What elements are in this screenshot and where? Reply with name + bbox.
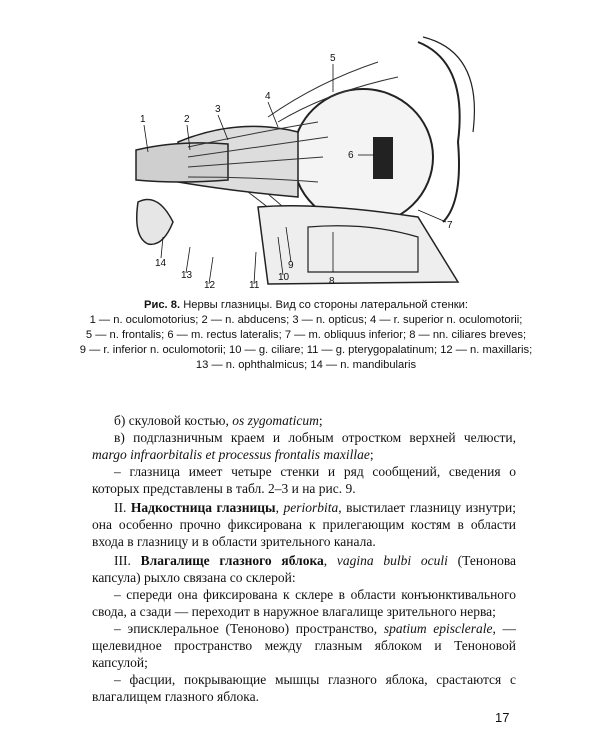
text-run: II. (114, 500, 131, 515)
text-run: ; (318, 413, 323, 428)
caption-line: 5 — n. frontalis; 6 — m. rectus lateralis; 7 — m. obliquus inferior; 8 — nn. ciliares breves; (85, 329, 527, 341)
paragraph: – глазница имеет четыре стенки и ряд сообщений, сведения о которых представлены в табл. 2–3 и на рис. 9. (92, 464, 516, 496)
text-run: ; (369, 447, 374, 462)
orbit-nerves-illustration (118, 22, 490, 290)
paragraph (92, 412, 516, 429)
paragraph (92, 620, 516, 671)
text-run: III. (114, 553, 141, 568)
section-term: Надкостница глазницы (130, 500, 276, 515)
text-run: в) подглазничным краем и лобным отростком верхней челюсти, (114, 430, 516, 445)
text-run: , (275, 500, 284, 515)
fig-label-6: 6 (348, 150, 354, 161)
caption-line: 13 — n. ophthalmicus; 14 — n. mandibularis (195, 359, 417, 371)
latin-term: spatium episclerale (383, 621, 493, 636)
latin-term: margo infraorbitalis et processus frontalis maxillae (92, 447, 370, 462)
fig-label-12: 12 (204, 280, 216, 290)
fig-label-10: 10 (278, 272, 290, 283)
page-number: 17 (495, 710, 510, 725)
fig-label-11: 11 (249, 280, 260, 290)
caption-line: 9 — r. inferior n. oculomotorii; 10 — g. ciliare; 11 — g. pterygopalatinum; 12 — n. maxillaris; (79, 344, 533, 356)
fig-label-1: 1 (140, 114, 146, 125)
fig-label-7: 7 (447, 220, 453, 231)
figure-caption (60, 298, 552, 373)
caption-prefix: Рис. 8. (143, 299, 181, 311)
fig-label-13: 13 (181, 270, 193, 281)
text-run: , выстилает глазницу изнутри; она особенно прочно фиксирована к прилегающим костям в области входа в глазницу и в области зрительного канала. (92, 500, 516, 549)
fig-label-9: 9 (288, 260, 294, 271)
paragraph (92, 552, 516, 586)
latin-term: os zygomaticum (232, 413, 319, 428)
caption-line: 1 — n. oculomotorius; 2 — n. abducens; 3 — n. opticus; 4 — r. superior n. oculomotorii; (89, 314, 523, 326)
text-run: , — щелевидное пространство между глазным яблоком и Теноновой капсулой; (92, 621, 517, 670)
paragraph (92, 429, 516, 463)
caption-title: Нервы глазницы. Вид со стороны латеральной стенки: (180, 299, 469, 311)
text-run: (Тенонова капсула) рыхло связана со склерой: (92, 553, 517, 585)
fig-label-4: 4 (265, 91, 271, 102)
section-term: Влагалище глазного яблока (140, 553, 324, 568)
text-run: , (323, 553, 337, 568)
fig-label-5: 5 (330, 53, 336, 64)
latin-term: vagina bulbi oculi (336, 553, 448, 568)
fig-label-2: 2 (184, 114, 190, 125)
paragraph: – спереди она фиксирована к склере в области конъюнктивального свода, а сзади — переходит в наружное влагалище зрительного нерва; (92, 587, 516, 619)
nerves-figure (118, 22, 490, 290)
fig-label-14: 14 (155, 258, 167, 269)
fig-label-3: 3 (215, 104, 221, 115)
paragraph (92, 499, 516, 550)
paragraph: – фасции, покрывающие мышцы глазного яблока, срастаются с влагалищем глазного яблока. (92, 672, 516, 704)
latin-term: periorbita (283, 500, 339, 515)
text-run: – эписклеральное (Теноново) пространство, (114, 621, 384, 636)
body-text (92, 412, 516, 705)
fig-label-8: 8 (329, 276, 335, 287)
text-run: б) скуловой костью, (114, 413, 233, 428)
caption-title-line (60, 298, 552, 313)
